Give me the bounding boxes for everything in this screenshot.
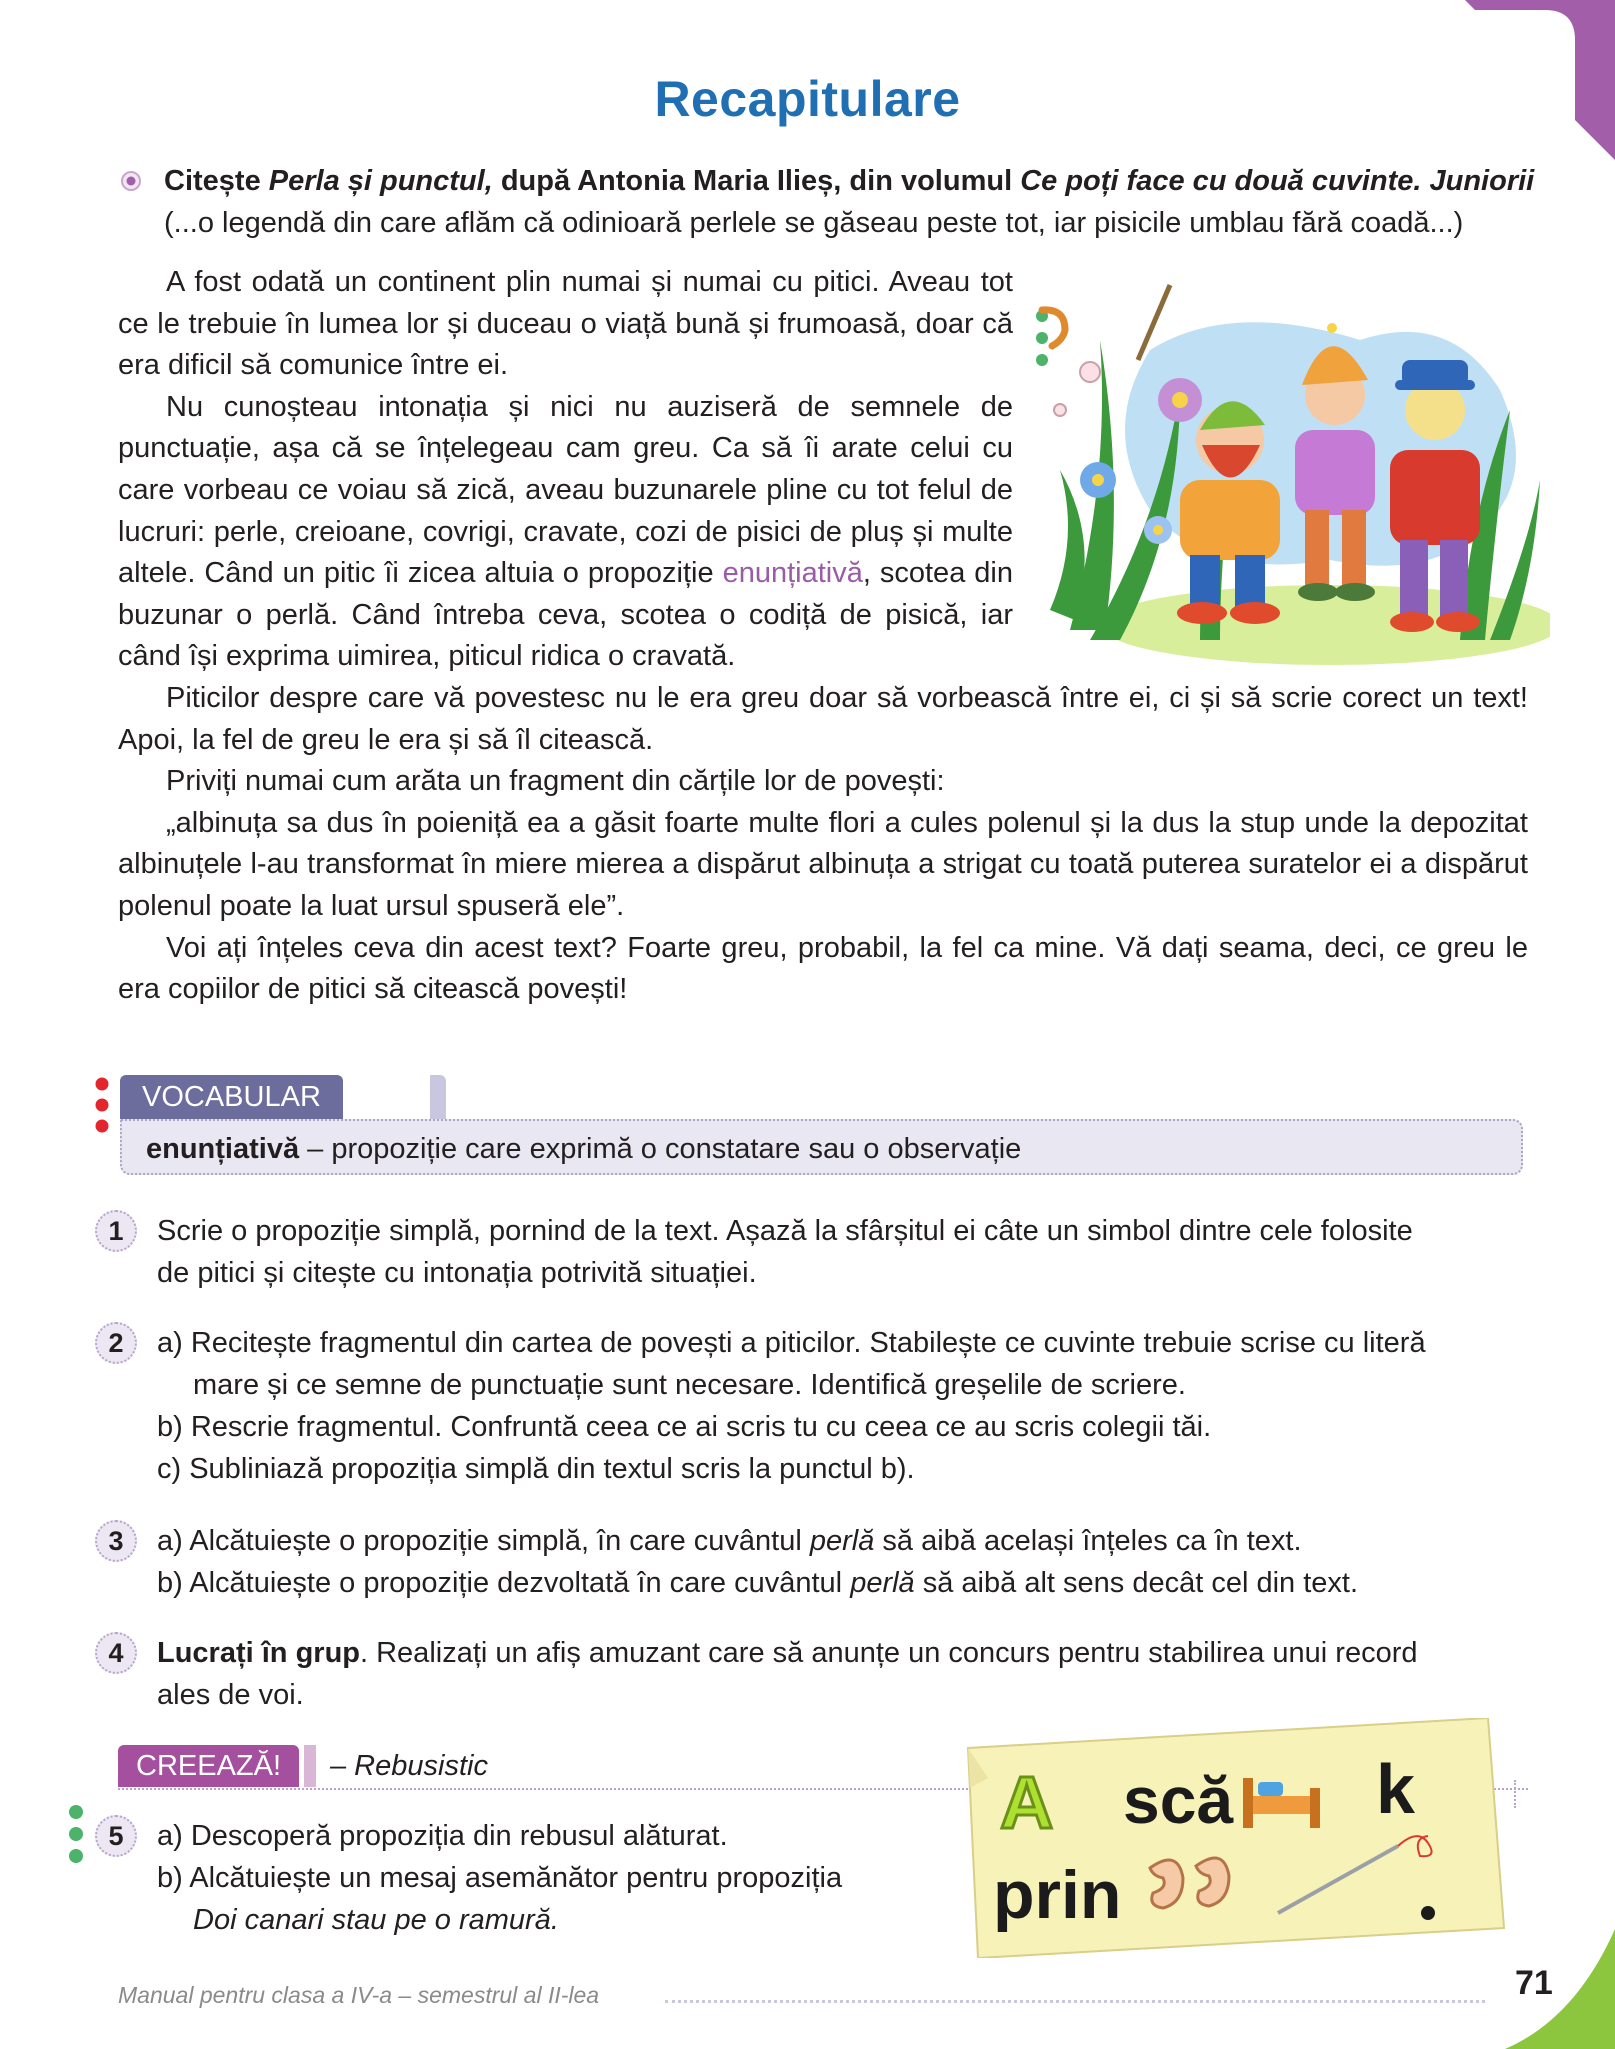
story-paragraph-3: Piticilor despre care vă povestesc nu le era greu doar să vorbească între ei, ci și să scrie corect un text! Apoi, la fel de greu le era și să îl citească. xyxy=(118,681,1528,756)
page-title: Recapitulare xyxy=(654,71,961,127)
story-paragraph-6: Voi ați înțeles ceva din acest text? Foarte greu, probabil, la fel ca mine. Vă dați seama, deci, ce greu le era copiilor de pitici să citească povești! xyxy=(118,931,1528,1006)
create-subtitle: – Rebusistic xyxy=(330,1750,488,1782)
create-tab: CREEAZĂ! xyxy=(118,1745,299,1787)
exercise-number: 3 xyxy=(95,1520,137,1562)
story-text xyxy=(118,262,1528,1011)
exercise-number: 2 xyxy=(95,1322,137,1364)
story-paragraph-1: A fost odată un continent plin numai și numai cu pitici. Aveau tot ce le trebuie în lumea lor și duceau o viață bună și frumoasă, doar că era dificil să comunice între ei. xyxy=(118,266,1013,382)
rebus-word-2: k xyxy=(1376,1750,1415,1828)
create-tab-shadow xyxy=(304,1745,316,1787)
story-paragraph-2: Nu cunoșteau intonația și nici nu auziseră de semnele de punctuație, așa că se înțelegeau cam greu. Ca să îi arate celui cu care vorbeau ce voiau să zică, aveau buzunarele pline cu tot felul de lucruri: perle, creioane, covrigi, cravate, cozi de pisici de pluș și multe altele. Când un pitic îi zicea altuia o propoziție enunțiativă, scotea din buzunar o perlă. Când întreba ceva, scotea o codiță de pisică, iar când își exprima uimirea, piticul ridica o cravată. xyxy=(118,390,1013,673)
intro-line-2: (...o legendă din care aflăm că odinioară perlele se găseau peste tot, iar pisicile umblau fără coadă...) xyxy=(164,207,1464,239)
rebus-letter-a: A xyxy=(1000,1761,1054,1844)
vocabulary-tab-shadow xyxy=(430,1075,446,1119)
rebus-puzzle-card xyxy=(958,1718,1506,1958)
exercise-number: 5 xyxy=(95,1815,137,1857)
exercise-number: 1 xyxy=(95,1210,137,1252)
page-number: 71 xyxy=(1515,1964,1553,2002)
footer-text: Manual pentru clasa a IV-a – semestrul al II-lea xyxy=(118,1982,600,2008)
exercise-number: 4 xyxy=(95,1632,137,1674)
bullet-icon xyxy=(120,170,142,192)
vocabulary-definition: enunțiativă – propoziție care exprimă o constatare sau o observație xyxy=(120,1119,1523,1175)
rebus-word-3: prin xyxy=(993,1857,1122,1933)
intro-line-1: Citește Perla și punctul, după Antonia Maria Ilieș, din volumul Ce poți face cu două cuvinte. Juniorii xyxy=(164,165,1535,197)
story-paragraph-4: Priviți numai cum arăta un fragment din cărțile lor de povești: xyxy=(166,765,945,798)
story-paragraph-5: „albinuța sa dus în poieniță ea a găsit foarte multe flori a cules polenul și la dus la stup unde la depozitat albinuțele l-au transformat în miere mierea a dispărut albinuța a strigat cu toată puterea suratelor ei a dispărut polenul poate la luat ursul spuseră ele”. xyxy=(118,806,1528,922)
green-dots-icon xyxy=(68,1802,84,1870)
rebus-divider-end xyxy=(1500,1780,1516,1808)
highlighted-word: enunțiativă xyxy=(722,557,863,590)
red-dots-icon xyxy=(95,1075,109,1145)
footer-divider xyxy=(665,2000,1485,2003)
rebus-word-1: scă xyxy=(1123,1763,1234,1837)
vocabulary-tab: VOCABULAR xyxy=(120,1075,343,1119)
vocabulary-box xyxy=(95,1075,1530,1185)
